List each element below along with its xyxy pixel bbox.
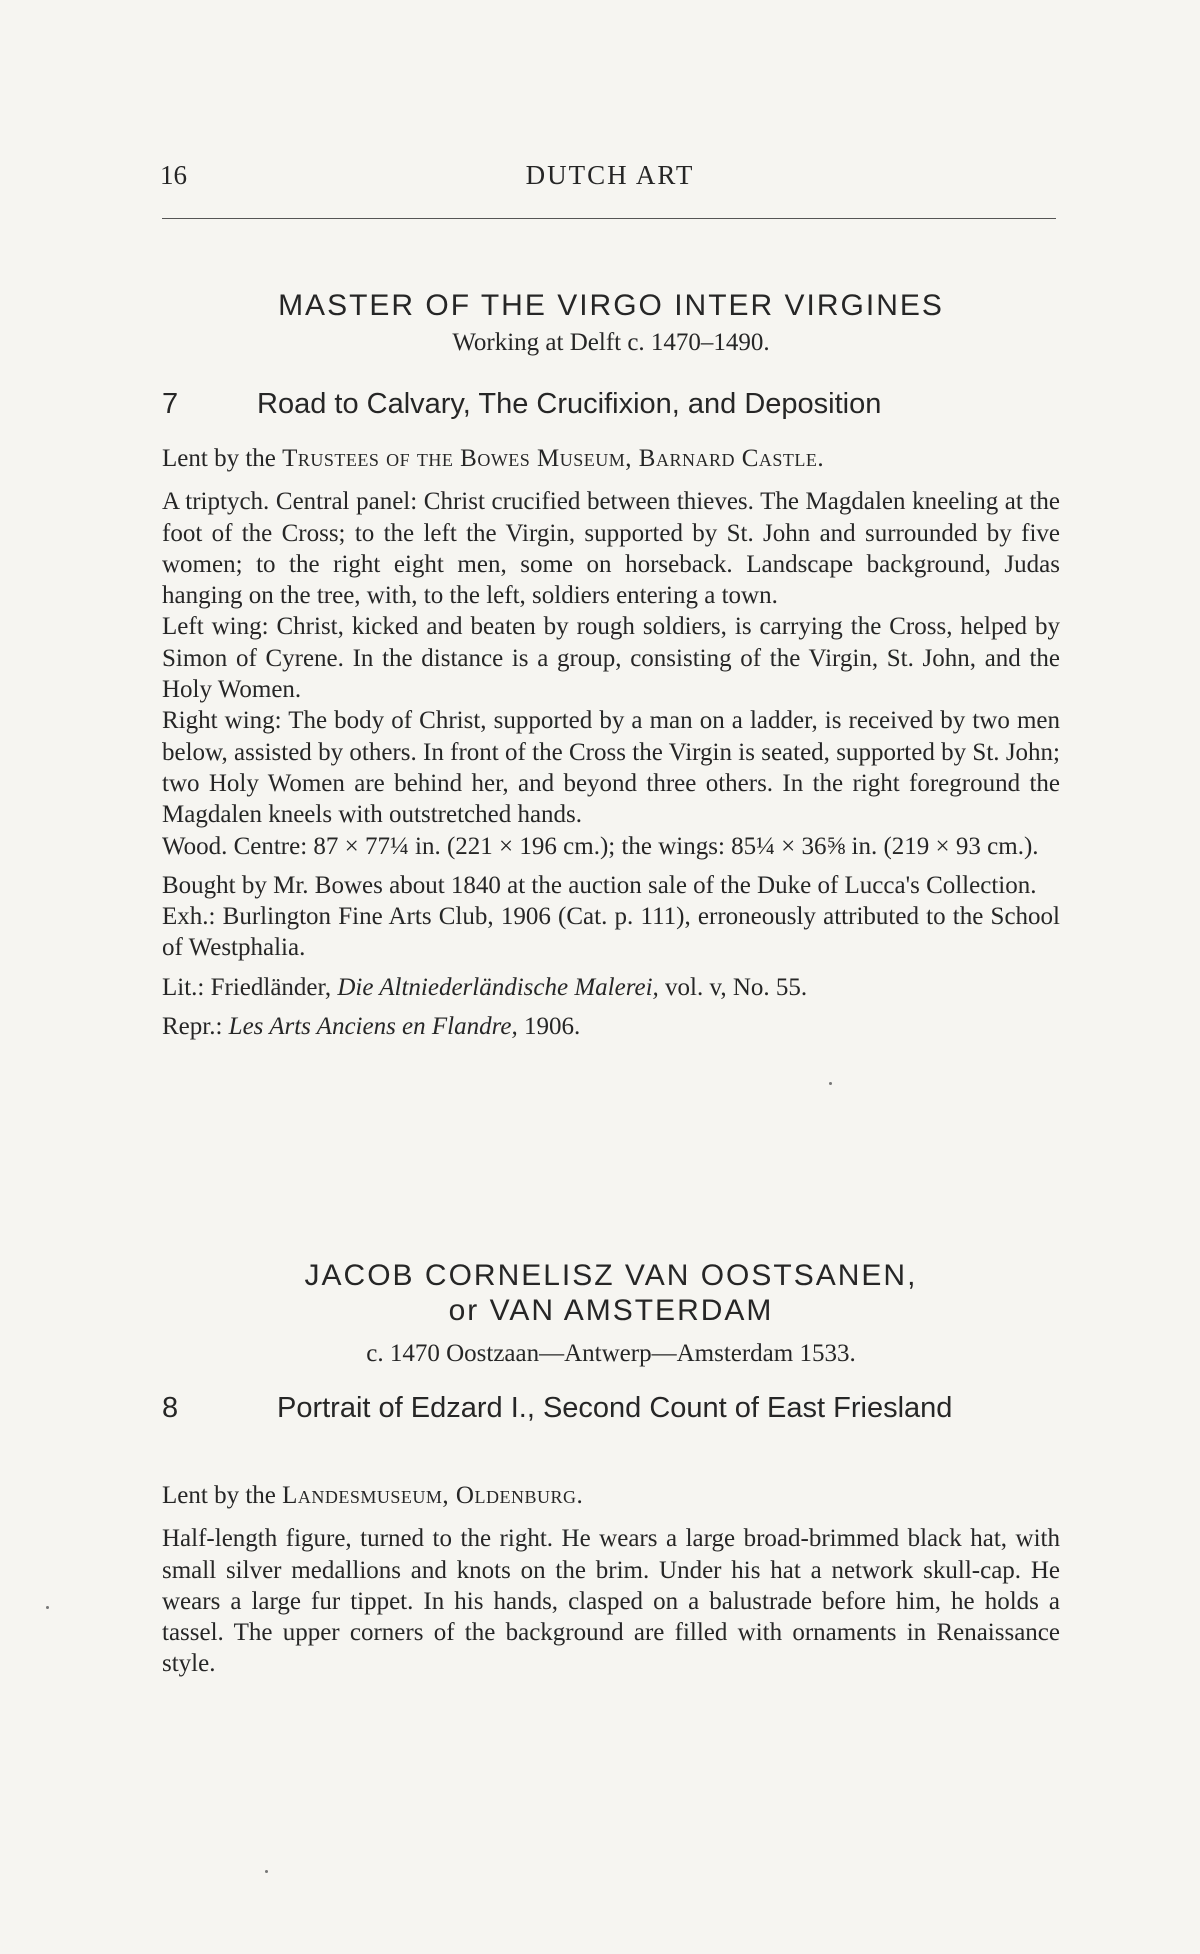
reproduction-title: Les Arts Anciens en Flandre, — [228, 1013, 518, 1041]
entry-7-body — [162, 443, 1060, 1042]
artist-dates: c. 1470 Oostzaan—Antwerp—Amsterdam 1533. — [366, 1340, 856, 1367]
artist-name: MASTER OF THE VIRGO INTER VIRGINES — [278, 289, 944, 322]
reproduction-prefix: Repr.: — [162, 1013, 223, 1041]
description-paragraph: Left wing: Christ, kicked and beaten by rough soldiers, is carrying the Cross, helped by Simon of Cyrene. In the distance is a group, consisting of the Virgin, St. John, and the Holy Women. — [162, 613, 1060, 704]
reproduction-suffix: 1906. — [524, 1013, 581, 1041]
entry-number: 7 — [162, 388, 179, 420]
artist-heading-1 — [162, 288, 1060, 358]
lender-name: Trustees of the Bowes Museum, Barnard Castle. — [282, 445, 825, 472]
literature-title: Die Altniederländische Malerei, — [337, 973, 659, 1001]
paper-speck — [829, 1082, 832, 1085]
entry-number: 8 — [162, 1392, 179, 1424]
paper-speck — [265, 1870, 268, 1873]
exhibition: Exh.: Burlington Fine Arts Club, 1906 (Cat. p. 111), erroneously attributed to the School of Westphalia. — [162, 903, 1060, 962]
paper-speck — [46, 1606, 49, 1609]
description-paragraph: Half-length figure, turned to the right. He wears a large broad-brimmed black hat, with small silver medallions and knots on the brim. Under his hat a network skull-cap. He wears a large fur tippet. In his hands, clasped on a balustrade before him, he holds a tassel. The upper corners of the background are filled with ornaments in Renaissance style. — [162, 1525, 1060, 1678]
description-paragraph: A triptych. Central panel: Christ crucified between thieves. The Magdalen kneeling at the foot of the Cross; to the left the Virgin, supported by St. John and surrounded by five women; to the right eight men, some on horseback. Landscape background, Judas hanging on the tree, with, to the left, soldiers entering a town. — [162, 488, 1060, 610]
lender-name: Landesmuseum, Oldenburg. — [282, 1482, 584, 1509]
running-title: DUTCH ART — [525, 160, 695, 190]
dimensions: Wood. Centre: 87 × 77¼ in. (221 × 196 cm.); the wings: 85¼ × 36⅝ in. (219 × 93 cm.). — [162, 832, 1039, 860]
artist-dates: Working at Delft c. 1470–1490. — [452, 329, 770, 356]
entry-8-body — [162, 1480, 1060, 1680]
description-paragraph: Right wing: The body of Christ, supported by a man on a ladder, is received by two men below, assisted by others. In front of the Cross the Virgin is seated, supported by St. John; two Holy Women are behind her, and beyond three others. In the right foreground the Magdalen kneels with outstretched hands. — [162, 707, 1060, 829]
header-rule — [162, 218, 1056, 219]
artist-alias: or VAN AMSTERDAM — [448, 1294, 774, 1327]
artist-name: JACOB CORNELISZ VAN OOSTSANEN, — [304, 1259, 918, 1292]
lent-by-line — [162, 1480, 1060, 1511]
literature-suffix: vol. v, No. 55. — [665, 973, 808, 1001]
provenance: Bought by Mr. Bowes about 1840 at the auction sale of the Duke of Lucca's Collection. — [162, 871, 1037, 899]
literature-prefix: Lit.: Friedländer, — [162, 973, 332, 1001]
lent-by-line — [162, 443, 1060, 474]
entry-title: Portrait of Edzard I., Second Count of East Friesland — [277, 1392, 953, 1424]
reproduction — [162, 1011, 1060, 1042]
lent-by-prefix: Lent by the — [162, 1482, 276, 1509]
literature — [162, 972, 1060, 1003]
artist-heading-2 — [162, 1258, 1060, 1369]
running-head — [160, 160, 1060, 200]
lent-by-prefix: Lent by the — [162, 445, 276, 472]
page-number: 16 — [160, 160, 187, 190]
entry-title: Road to Calvary, The Crucifixion, and Deposition — [257, 388, 882, 420]
